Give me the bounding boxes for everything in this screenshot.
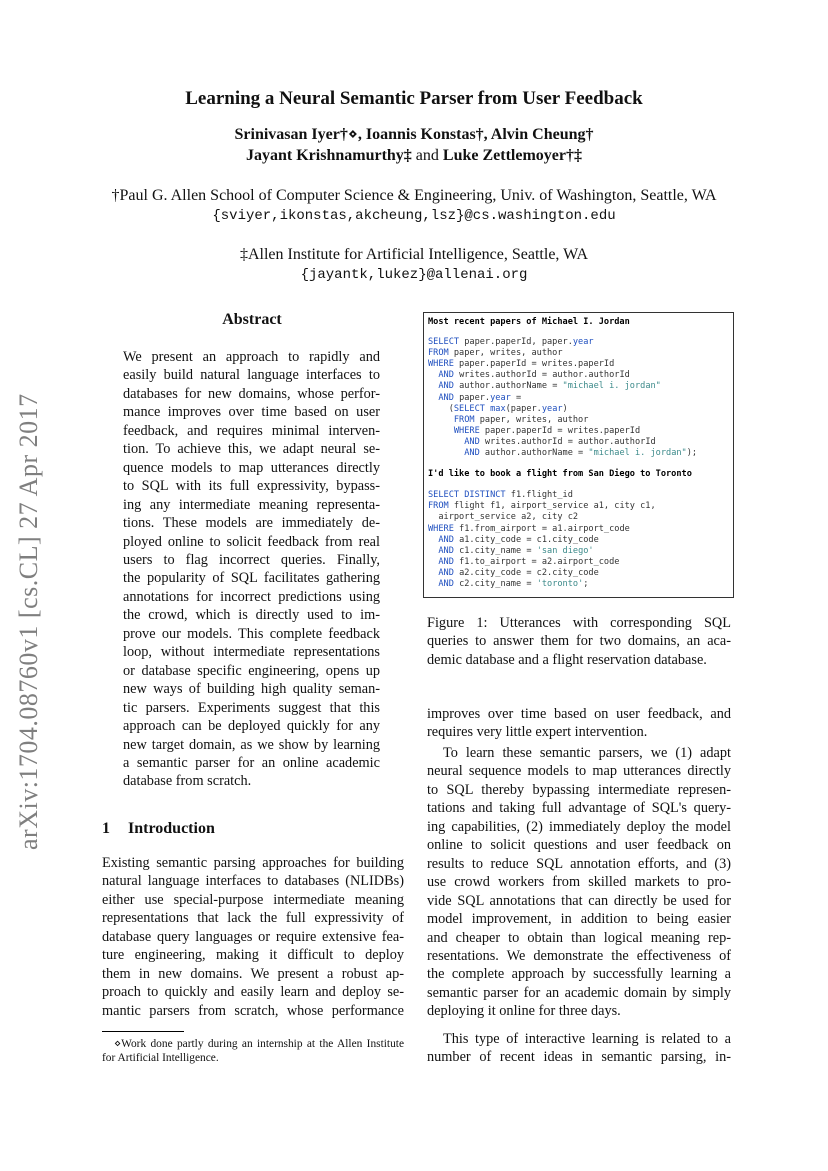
sql-string: "michael i. jordan" xyxy=(588,448,687,459)
sql-line xyxy=(428,404,729,415)
sql-line xyxy=(428,524,729,535)
abstract-line: annotations for incorrect predictions using xyxy=(123,588,380,605)
author-line-1: Srinivasan Iyer†⋄, Ioannis Konstas†, Alvin Cheung† xyxy=(234,126,594,143)
sql-keyword: AND xyxy=(438,545,454,556)
sql-keyword: AND xyxy=(438,534,454,545)
sql-line xyxy=(428,512,729,523)
affiliation-uw xyxy=(0,186,828,226)
sql-text xyxy=(428,557,438,567)
sql-keyword: FROM xyxy=(428,348,449,359)
right-p2-line: use crowd workers from skilled markets to pro- xyxy=(427,874,731,891)
abstract-line: tic parsers. Experiments suggest that this xyxy=(123,699,380,716)
sql-text: author.authorName = xyxy=(479,448,589,459)
sql-string: "michael i. jordan" xyxy=(562,381,661,392)
intro-line: database query languages or require extensive fea- xyxy=(102,928,404,945)
abstract-line: tions. These models are immediately de- xyxy=(123,515,380,532)
sql-keyword: year xyxy=(541,403,563,414)
sql-text: paper.paperId = writes.paperId xyxy=(479,425,641,436)
arxiv-side-stamp: arXiv:1704.08760v1 [cs.CL] 27 Apr 2017 xyxy=(14,393,43,850)
intro-line: representations that lack the full expressivity of xyxy=(102,910,404,927)
figure-sql-1 xyxy=(428,337,729,459)
affiliation-ai2 xyxy=(0,245,828,285)
sql-line xyxy=(428,359,729,370)
sql-line xyxy=(428,337,729,348)
figure-sql-2 xyxy=(428,490,729,590)
right-paragraph-1 xyxy=(427,705,731,742)
intro-heading-number: 1 xyxy=(102,820,110,837)
sql-keyword: AND xyxy=(464,436,480,447)
affiliation-uw-name: †Paul G. Allen School of Computer Science & Engineering, Univ. of Washington, Seattle, WA xyxy=(111,187,717,204)
abstract-line: quence models to map utterances directly xyxy=(123,459,380,476)
intro-heading-title: Introduction xyxy=(128,820,215,837)
caption-line: Figure 1: Utterances with corresponding SQL xyxy=(427,615,731,631)
figure-1-box xyxy=(423,312,734,598)
right-p2-line: neural sequence models to map utterances directly xyxy=(427,763,731,780)
figure-query-2: I'd like to book a flight from San Diego to Toronto xyxy=(428,469,692,480)
sql-text: f1.to_airport = a2.airport_code xyxy=(453,556,620,567)
sql-keyword: AND xyxy=(438,567,454,578)
right-p2-line: tations and taking full advantage of SQL's query- xyxy=(427,800,731,817)
sql-text: ( xyxy=(428,403,454,414)
sql-keyword: AND xyxy=(438,381,454,392)
paper-title: Learning a Neural Semantic Parser from User Feedback xyxy=(185,88,643,109)
right-paragraph-3 xyxy=(427,1030,731,1067)
right-p2-line: resentations. We demonstrate the effectiveness of xyxy=(427,947,731,964)
abstract-line: tion. To achieve this, we adapt neural se- xyxy=(123,441,380,458)
sql-text: flight f1, airport_service a1, city c1, xyxy=(448,501,656,512)
sql-text: c2.city_name = xyxy=(453,578,537,589)
affiliation-uw-email[interactable]: {sviyer,ikonstas,akcheung,lsz}@cs.washington.edu xyxy=(212,208,616,224)
affiliation-ai2-name: ‡Allen Institute for Artificial Intelligence, Seattle, WA xyxy=(239,246,589,263)
sql-text xyxy=(428,426,454,436)
right-p2-line: to SQL thereby bypassing intermediate represen- xyxy=(427,781,731,798)
sql-keyword: AND xyxy=(438,578,454,589)
intro-line: Existing semantic parsing approaches for building xyxy=(102,855,404,871)
sql-text: paper. xyxy=(453,392,491,403)
sql-string: 'san diego' xyxy=(536,545,594,556)
right-p2-line: vide SQL annotations that can directly be used for xyxy=(427,892,731,909)
sql-keyword: FROM xyxy=(453,414,475,425)
sql-line xyxy=(428,448,729,459)
sql-line xyxy=(428,370,729,381)
sql-line xyxy=(428,490,729,501)
abstract-line: the popularity of SQL facilitates gathering xyxy=(123,570,380,587)
sql-line xyxy=(428,546,729,557)
sql-line xyxy=(428,501,729,512)
sql-text xyxy=(428,381,438,391)
intro-line: proach to quickly and easily learn and deploy se- xyxy=(102,984,404,1001)
abstract-line: a semantic parser for an online academic xyxy=(123,754,380,771)
sql-line xyxy=(428,557,729,568)
sql-text: f1.from_airport = a1.airport_code xyxy=(453,523,630,534)
sql-line xyxy=(428,381,729,392)
sql-text: paper.paperId, paper. xyxy=(459,337,573,348)
sql-text: ; xyxy=(583,578,589,589)
sql-keyword: SELECT max xyxy=(453,403,506,414)
abstract-line: mance improves over time based on user xyxy=(123,404,380,421)
sql-line xyxy=(428,535,729,546)
sql-text: writes.authorId = author.authorId xyxy=(479,436,656,447)
sql-line xyxy=(428,393,729,404)
affiliation-ai2-email[interactable]: {jayantk,lukez}@allenai.org xyxy=(300,267,528,283)
sql-text xyxy=(428,393,438,403)
author-and: and xyxy=(415,147,439,164)
abstract-line: easily build natural language interfaces to xyxy=(123,367,380,384)
abstract-line: ployed online to solicit feedback from real xyxy=(123,533,380,550)
abstract-line: approach can be deployed quickly for any xyxy=(123,718,380,735)
caption-line: queries to answer them for two domains, an aca- xyxy=(427,633,731,650)
sql-line xyxy=(428,437,729,448)
intro-line: mantic parsers from scratch, whose performance xyxy=(102,1002,404,1019)
sql-text: paper.paperId = writes.paperId xyxy=(453,359,615,370)
sql-text xyxy=(428,546,438,556)
abstract-line: prove our models. This complete feedback xyxy=(123,625,380,642)
sql-text xyxy=(428,370,438,380)
sql-line xyxy=(428,568,729,579)
sql-line xyxy=(428,579,729,590)
sql-text: author.authorName = xyxy=(453,381,563,392)
right-p2-line: semantic parser for an academic domain by simply xyxy=(427,984,731,1001)
sql-keyword: year xyxy=(490,392,511,403)
intro-heading xyxy=(102,820,215,838)
abstract-heading: Abstract xyxy=(222,311,282,328)
sql-line xyxy=(428,426,729,437)
abstract-line: new ways of building high quality seman- xyxy=(123,681,380,698)
sql-string: 'toronto' xyxy=(536,578,584,589)
sql-text xyxy=(428,535,438,545)
sql-text: paper, writes, author xyxy=(448,348,563,359)
abstract-line: users to flag incorrect queries. Finally, xyxy=(123,551,380,568)
right-p3-line: This type of interactive learning is related to a xyxy=(443,1031,731,1047)
abstract-line: We present an approach to rapidly and xyxy=(123,349,380,365)
sql-line xyxy=(428,348,729,359)
sql-text: f1.flight_id xyxy=(505,490,573,501)
abstract-line: database from scratch. xyxy=(123,773,252,790)
right-p3-line: number of recent ideas in semantic parsing, in- xyxy=(427,1049,731,1066)
right-p1-line: requires very little expert intervention. xyxy=(427,724,648,741)
right-p2-line: online to solicit questions and user feedback on xyxy=(427,837,731,854)
sql-keyword: WHERE xyxy=(428,523,454,534)
sql-text xyxy=(428,437,464,447)
figure-query-1: Most recent papers of Michael I. Jordan xyxy=(428,317,630,327)
sql-keyword: WHERE xyxy=(428,359,454,370)
abstract-body xyxy=(123,348,380,791)
sql-keyword: FROM xyxy=(428,501,449,512)
right-p2-line: To learn these semantic parsers, we (1) adapt xyxy=(443,745,731,761)
sql-text xyxy=(428,415,454,425)
abstract-line: new target domain, as we show by learning xyxy=(123,736,380,753)
author-line-2 xyxy=(0,145,828,166)
abstract-line: or database specific engineering, opens up xyxy=(123,662,380,679)
right-p2-line: the complete approach by successfully learning a xyxy=(427,966,731,983)
sql-text: = xyxy=(510,392,522,403)
abstract-line: the crowd, which is directly used to im- xyxy=(123,607,380,624)
author-jayant: Jayant Krishnamurthy‡ xyxy=(246,147,412,164)
intro-line: them in new domains. We present a robust ap- xyxy=(102,965,404,982)
abstract-line: databases for new domains, whose perfor- xyxy=(123,385,380,402)
sql-keyword: WHERE xyxy=(453,425,480,436)
abstract-line: loop, without intermediate representations xyxy=(123,644,380,661)
sql-keyword: year xyxy=(572,337,594,348)
sql-keyword: AND xyxy=(464,448,480,459)
right-p2-line: results to reduce SQL annotation efforts, and (3) xyxy=(427,855,731,872)
right-paragraph-2 xyxy=(427,744,731,1021)
sql-text xyxy=(428,448,464,458)
author-list xyxy=(0,124,828,166)
intro-line: either use special-purpose intermediate meaning xyxy=(102,891,404,908)
author-luke: Luke Zettlemoyer†‡ xyxy=(442,147,582,164)
sql-text: writes.authorId = author.authorId xyxy=(453,370,630,381)
abstract-line: to SQL with its full expressivity, bypass- xyxy=(123,478,380,495)
sql-text: a2.city_code = c2.city_code xyxy=(453,567,599,578)
sql-text: ); xyxy=(686,448,698,459)
sql-keyword: AND xyxy=(438,392,454,403)
figure-1-caption xyxy=(427,614,731,669)
sql-text: paper, writes, author xyxy=(474,414,589,425)
sql-text: a1.city_code = c1.city_code xyxy=(453,534,599,545)
sql-keyword: SELECT xyxy=(428,337,460,348)
right-p2-line: and cheaper to obtain than logical meaning rep- xyxy=(427,929,731,946)
sql-keyword: AND xyxy=(438,556,454,567)
right-p2-line: deploying it online for three days. xyxy=(427,1003,621,1020)
sql-line xyxy=(428,415,729,426)
intro-body xyxy=(102,854,404,1020)
sql-keyword: SELECT DISTINCT xyxy=(428,490,506,501)
sql-text xyxy=(428,579,438,589)
right-p2-line: ing capabilities, (2) immediately deploy the model xyxy=(427,818,731,835)
sql-keyword: AND xyxy=(438,370,454,381)
sql-text: c1.city_name = xyxy=(453,545,537,556)
footnote: ⋄Work done partly during an internship at the Allen Institute for Artificial Intelligence. xyxy=(102,1038,404,1064)
abstract-line: ing any intermediate meaning representa- xyxy=(123,496,380,513)
sql-text: ) xyxy=(562,403,568,414)
intro-line: ture engineering, making it difficult to deploy xyxy=(102,947,404,964)
footnote-rule xyxy=(102,1031,184,1032)
sql-text: (paper. xyxy=(505,403,542,414)
right-p1-line: improves over time based on user feedback, and xyxy=(427,706,731,722)
right-p2-line: model improvement, in addition to being easier xyxy=(427,911,731,928)
sql-text: airport_service a2, city c2 xyxy=(428,512,579,523)
abstract-line: feedback, and requires minimal interven- xyxy=(123,422,380,439)
caption-line: demic database and a flight reservation database. xyxy=(427,651,707,668)
intro-line: natural language interfaces to databases (NLIDBs) xyxy=(102,873,404,890)
sql-text xyxy=(428,568,438,578)
